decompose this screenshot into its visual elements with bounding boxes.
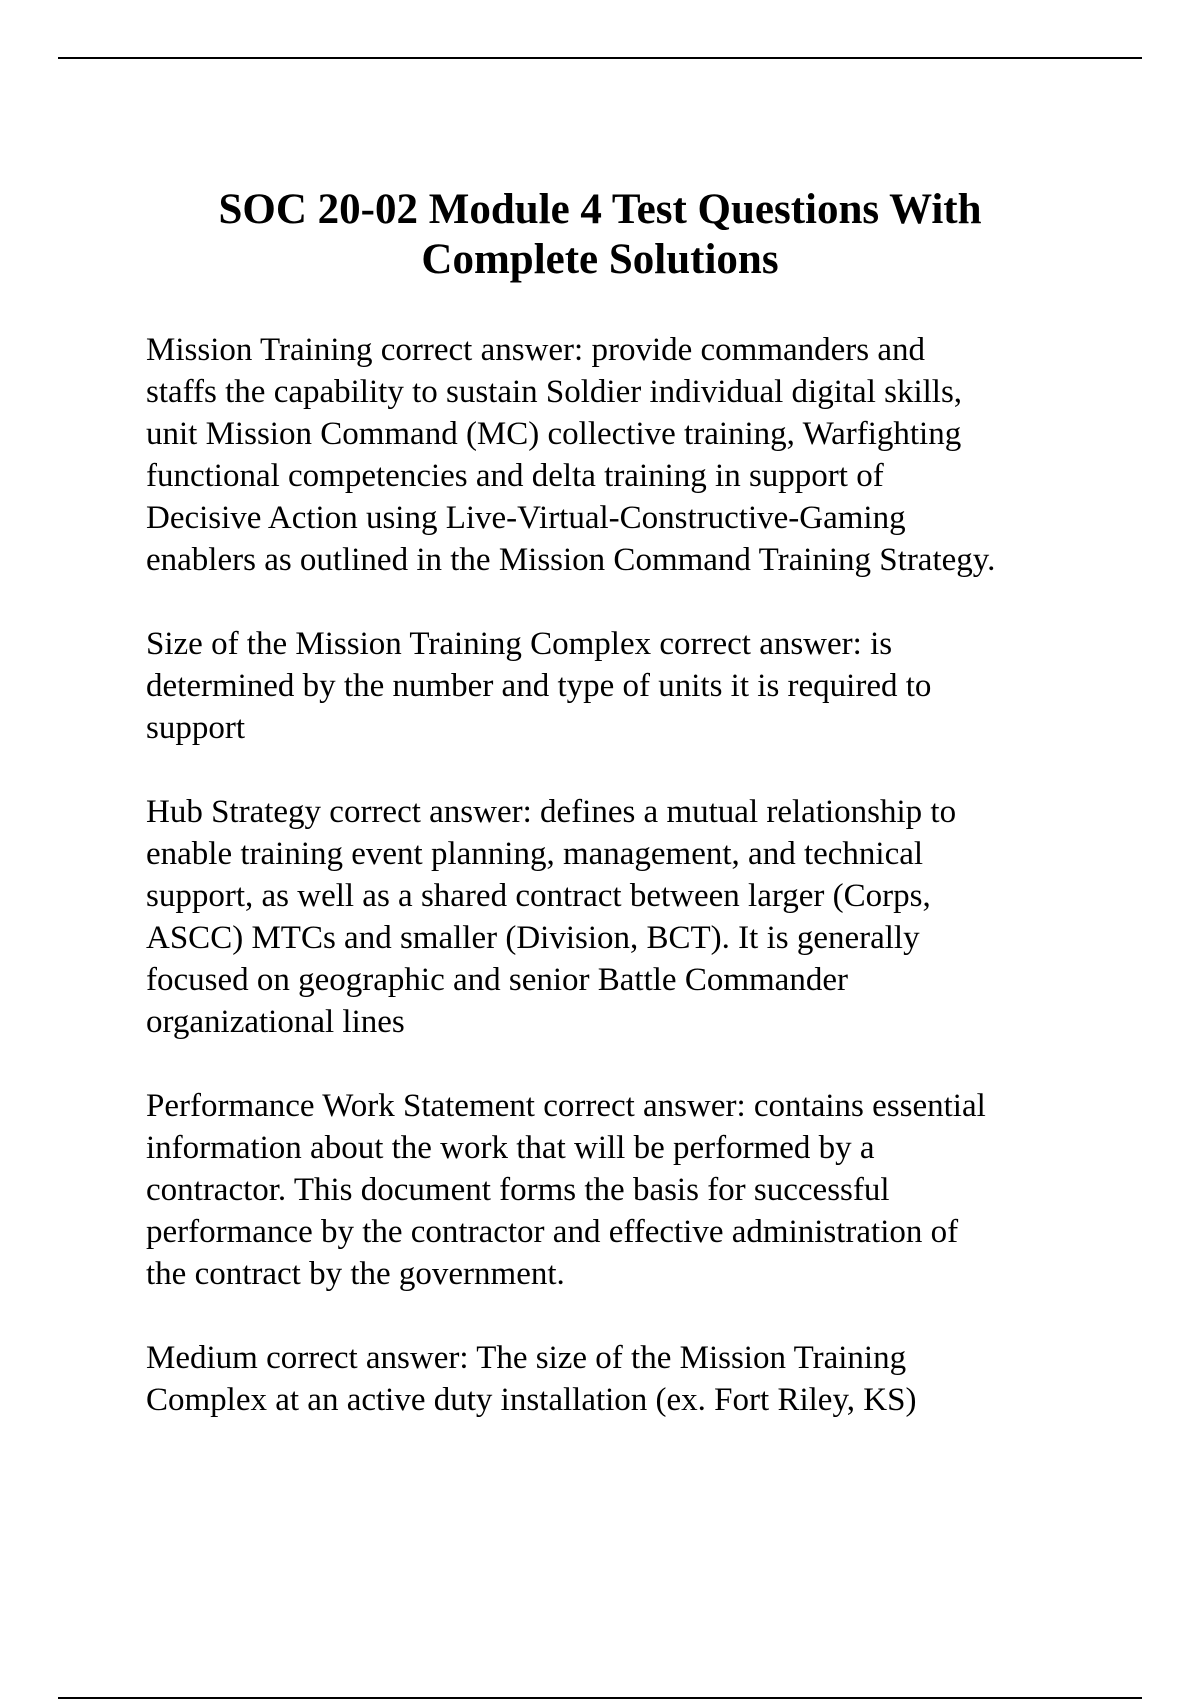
entry-line: contractor. This document forms the basis for successful xyxy=(146,1172,890,1208)
qa-entry-hub-strategy xyxy=(146,791,1146,1043)
entry-line: support, as well as a shared contract between larger (Corps, xyxy=(146,878,931,914)
qa-entry-medium xyxy=(146,1337,1146,1421)
entry-line: functional competencies and delta training in support of xyxy=(146,458,884,494)
title-line-1: SOC 20-02 Module 4 Test Questions With xyxy=(218,186,982,233)
title-line-2: Complete Solutions xyxy=(421,236,779,283)
header-rule xyxy=(58,57,1142,59)
entry-line: staffs the capability to sustain Soldier individual digital skills, xyxy=(146,374,963,410)
entry-line: Size of the Mission Training Complex correct answer: is xyxy=(146,626,893,662)
entry-line: the contract by the government. xyxy=(146,1256,565,1292)
entry-line: support xyxy=(146,710,245,746)
document-title xyxy=(100,185,1100,285)
qa-entry-mission-training xyxy=(146,329,1146,581)
entry-line: Decisive Action using Live-Virtual-Constructive-Gaming xyxy=(146,500,906,536)
entry-line: Hub Strategy correct answer: defines a mutual relationship to xyxy=(146,794,957,830)
entry-line: Complex at an active duty installation (ex. Fort Riley, KS) xyxy=(146,1382,917,1418)
footer-rule xyxy=(58,1697,1142,1699)
entry-line: organizational lines xyxy=(146,1004,405,1040)
entry-line: Mission Training correct answer: provide commanders and xyxy=(146,332,926,368)
entry-line: Performance Work Statement correct answer: contains essential xyxy=(146,1088,986,1124)
entry-line: ASCC) MTCs and smaller (Division, BCT). It is generally xyxy=(146,920,920,956)
entry-line: information about the work that will be performed by a xyxy=(146,1130,875,1166)
qa-entry-mtc-size xyxy=(146,623,1146,749)
entry-line: focused on geographic and senior Battle Commander xyxy=(146,962,848,998)
entry-line: Medium correct answer: The size of the Mission Training xyxy=(146,1340,907,1376)
entry-line: enablers as outlined in the Mission Command Training Strategy. xyxy=(146,542,996,578)
qa-entry-performance-work-statement xyxy=(146,1085,1146,1295)
entry-line: determined by the number and type of units it is required to xyxy=(146,668,932,704)
document-body xyxy=(146,329,1146,1463)
entry-line: unit Mission Command (MC) collective training, Warfighting xyxy=(146,416,962,452)
entry-line: enable training event planning, management, and technical xyxy=(146,836,924,872)
entry-line: performance by the contractor and effective administration of xyxy=(146,1214,959,1250)
